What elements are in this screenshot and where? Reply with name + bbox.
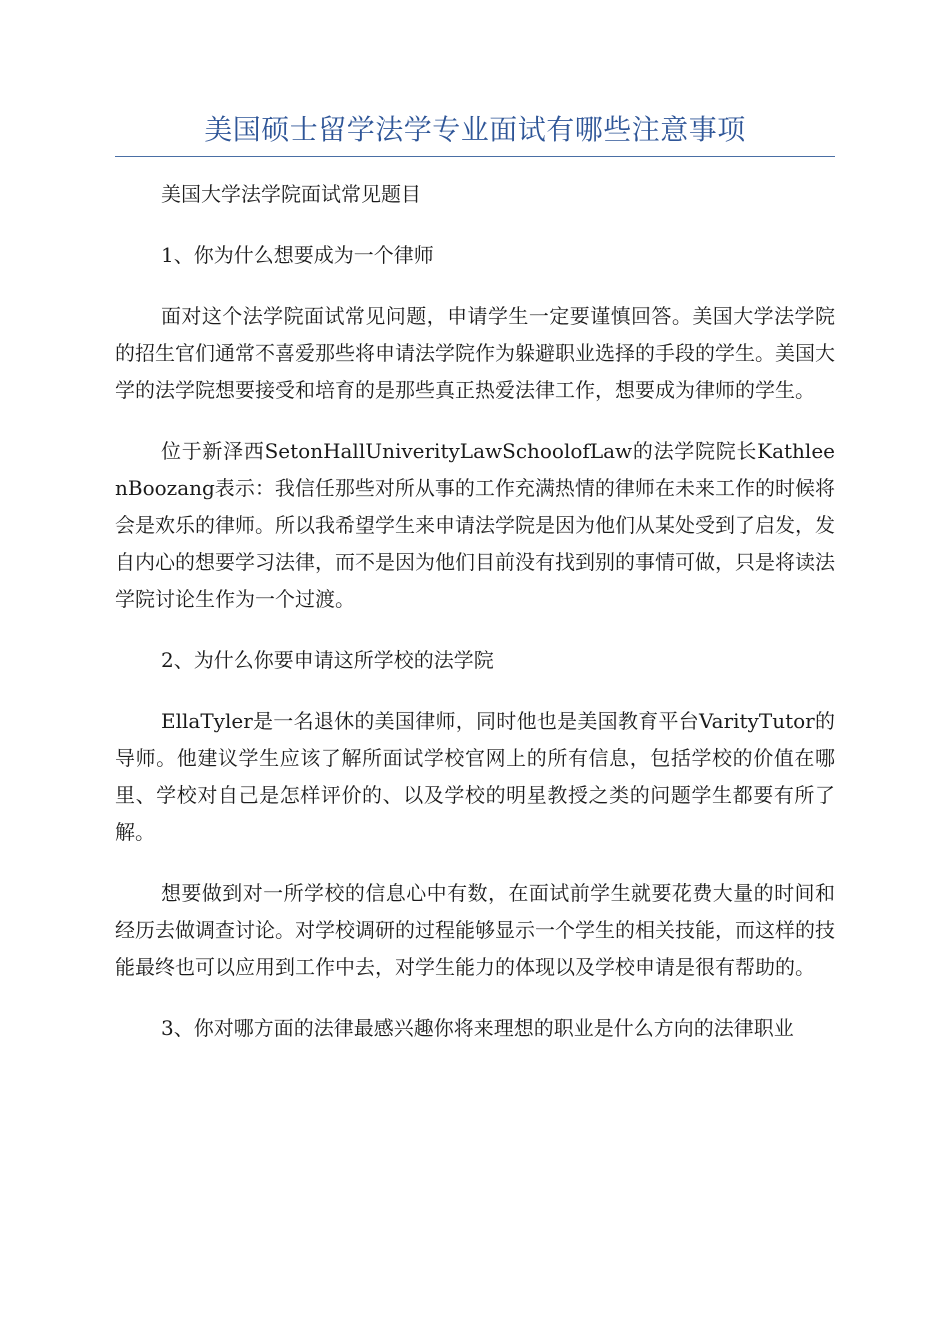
body-paragraph: 想要做到对一所学校的信息心中有数，在面试前学生就要花费大量的时间和经历去做调查讨论。对学校调研的过程能够显示一个学生的相关技能，而这样的技能最终也可以应用到工作中去，对学生能力的体现以及学校申请是很有帮助的。 bbox=[115, 881, 835, 979]
document-body bbox=[115, 176, 835, 1071]
section-heading: 美国大学法学院面试常见题目 bbox=[161, 182, 421, 206]
title-block bbox=[115, 110, 835, 157]
body-paragraph: EllaTyler是一名退休的美国律师，同时他也是美国教育平台VarityTutor的导师。他建议学生应该了解所面试学校官网上的所有信息，包括学校的价值在哪里、学校对自己是怎样评价的、以及学校的明星教授之类的问题学生都要有所了解。 bbox=[115, 709, 835, 844]
body-paragraph: 面对这个法学院面试常见问题，申请学生一定要谨慎回答。美国大学法学院的招生官们通常不喜爱那些将申请法学院作为躲避职业选择的手段的学生。美国大学的法学院想要接受和培育的是那些真正热爱法律工作，想要成为律师的学生。 bbox=[115, 304, 835, 402]
document-title: 美国硕士留学法学专业面试有哪些注意事项 bbox=[204, 113, 746, 146]
question-heading-3: 3、你对哪方面的法律最感兴趣你将来理想的职业是什么方向的法律职业 bbox=[161, 1016, 794, 1040]
question-heading-1: 1、你为什么想要成为一个律师 bbox=[161, 243, 434, 267]
body-paragraph: 位于新泽西SetonHallUniverityLawSchoolofLaw的法学院院长KathleenBoozang表示：我信任那些对所从事的工作充满热情的律师在未来工作的时候将会是欢乐的律师。所以我希望学生来申请法学院是因为他们从某处受到了启发，发自内心的想要学习法律，而不是因为他们目前没有找到别的事情可做，只是将读法学院讨论生作为一个过渡。 bbox=[115, 439, 835, 611]
question-heading-2: 2、为什么你要申请这所学校的法学院 bbox=[161, 648, 494, 672]
